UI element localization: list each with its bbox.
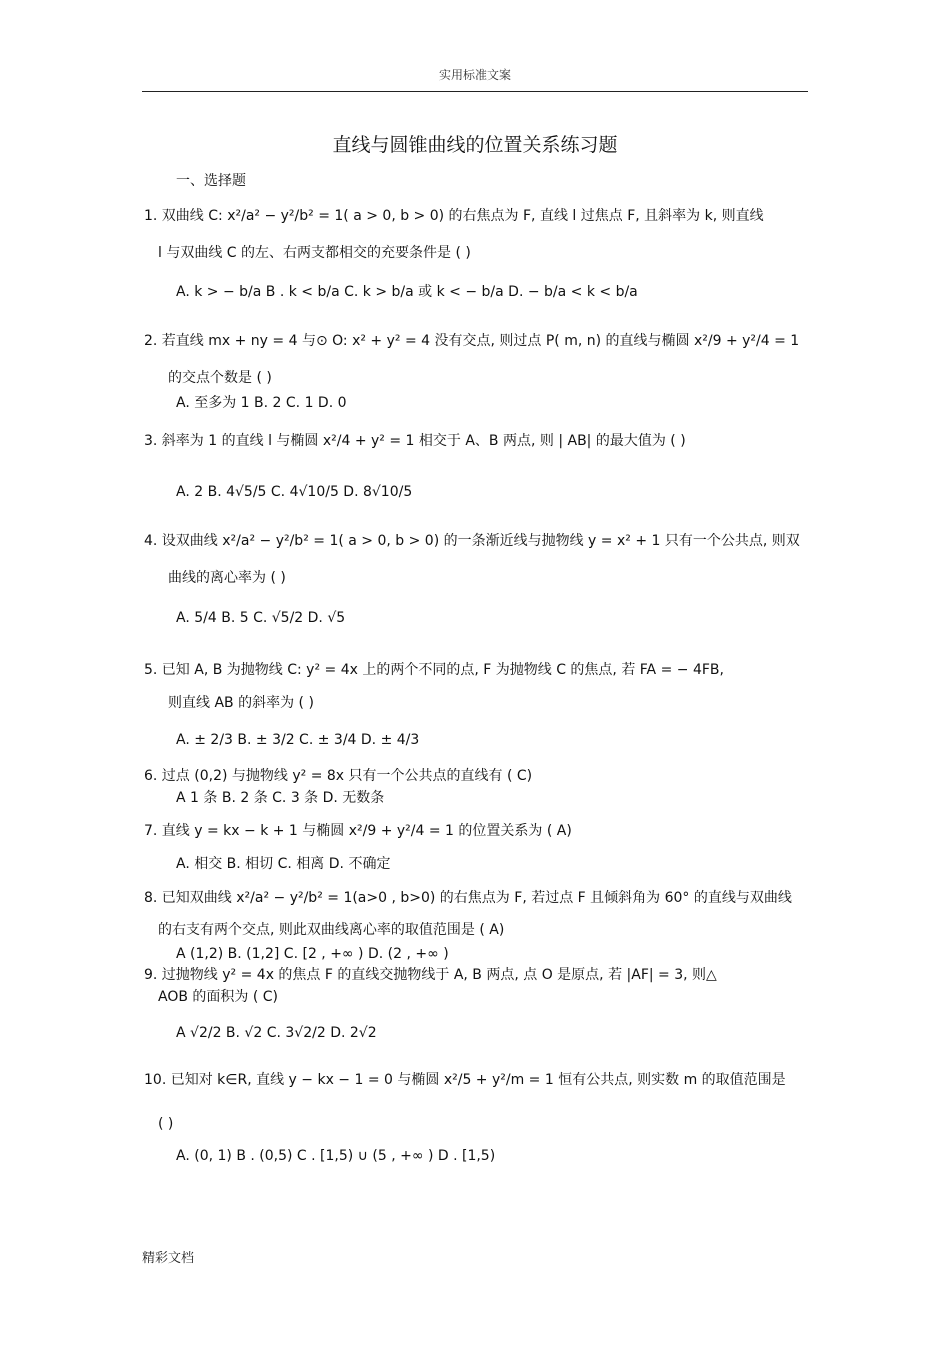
question-line: A. k > − b/a B . k < b/a C. k > b/a 或 k < − b/a D. − b/a < k < b/a bbox=[176, 284, 638, 300]
question-line: A. (0, 1) B . (0,5) C . [1,5) ∪ (5 , +∞ ) D . [1,5) bbox=[176, 1148, 496, 1164]
question-line: 曲线的离心率为 ( ) bbox=[168, 570, 286, 586]
question-line: 2. 若直线 mx + ny = 4 与⊙ O: x² + y² = 4 没有交点, 则过点 P( m, n) 的直线与椭圆 x²/9 + y²/4 = 1 bbox=[144, 333, 800, 349]
question-line: AOB 的面积为 ( C) bbox=[158, 989, 279, 1005]
question-line: A. 至多为 1 B. 2 C. 1 D. 0 bbox=[176, 395, 347, 411]
question-line: 6. 过点 (0,2) 与抛物线 y² = 8x 只有一个公共点的直线有 ( C) bbox=[144, 768, 533, 784]
question-line: l 与双曲线 C 的左、右两支都相交的充要条件是 ( ) bbox=[158, 245, 471, 261]
page-title: 直线与圆锥曲线的位置关系练习题 bbox=[332, 134, 618, 156]
question-line: 7. 直线 y = kx − k + 1 与椭圆 x²/9 + y²/4 = 1 的位置关系为 ( A) bbox=[144, 823, 572, 839]
question-line: 8. 已知双曲线 x²/a² − y²/b² = 1(a>0 , b>0) 的右焦点为 F, 若过点 F 且倾斜角为 60° 的直线与双曲线 bbox=[144, 890, 792, 906]
question-line: 的右支有两个交点, 则此双曲线离心率的取值范围是 ( A) bbox=[158, 922, 505, 938]
page-footer: 精彩文档 bbox=[142, 1251, 195, 1266]
question-line: A. 相交 B. 相切 C. 相离 D. 不确定 bbox=[176, 856, 391, 872]
question-line: 5. 已知 A, B 为抛物线 C: y² = 4x 上的两个不同的点, F 为抛物线 C 的焦点, 若 FA = − 4FB, bbox=[144, 662, 724, 678]
question-line: A. ± 2/3 B. ± 3/2 C. ± 3/4 D. ± 4/3 bbox=[176, 732, 420, 748]
question-line: A. 2 B. 4√5/5 C. 4√10/5 D. 8√10/5 bbox=[176, 484, 413, 500]
question-line: ( ) bbox=[158, 1116, 174, 1132]
question-line: 1. 双曲线 C: x²/a² − y²/b² = 1( a > 0, b > 0) 的右焦点为 F, 直线 l 过焦点 F, 且斜率为 k, 则直线 bbox=[144, 208, 764, 224]
header-divider bbox=[142, 91, 808, 92]
question-line: 的交点个数是 ( ) bbox=[168, 370, 272, 386]
question-line: A. 5/4 B. 5 C. √5/2 D. √5 bbox=[176, 610, 346, 626]
question-line: A (1,2) B. (1,2] C. [2 , +∞ ) D. (2 , +∞ ) bbox=[176, 946, 449, 962]
question-line: 则直线 AB 的斜率为 ( ) bbox=[168, 695, 314, 711]
section-heading: 一、选择题 bbox=[176, 173, 246, 189]
question-line: 10. 已知对 k∈R, 直线 y − kx − 1 = 0 与椭圆 x²/5 + y²/m = 1 恒有公共点, 则实数 m 的取值范围是 bbox=[144, 1072, 786, 1088]
question-line: 4. 设双曲线 x²/a² − y²/b² = 1( a > 0, b > 0) 的一条渐近线与抛物线 y = x² + 1 只有一个公共点, 则双 bbox=[144, 533, 800, 549]
question-line: A √2/2 B. √2 C. 3√2/2 D. 2√2 bbox=[176, 1025, 377, 1041]
question-line: A 1 条 B. 2 条 C. 3 条 D. 无数条 bbox=[176, 790, 385, 806]
question-line: 3. 斜率为 1 的直线 l 与椭圆 x²/4 + y² = 1 相交于 A、B 两点, 则 | AB| 的最大值为 ( ) bbox=[144, 433, 686, 449]
page-header: 实用标准文案 bbox=[438, 68, 511, 82]
question-line: 9. 过抛物线 y² = 4x 的焦点 F 的直线交抛物线于 A, B 两点, 点 O 是原点, 若 |AF| = 3, 则△ bbox=[144, 967, 717, 983]
